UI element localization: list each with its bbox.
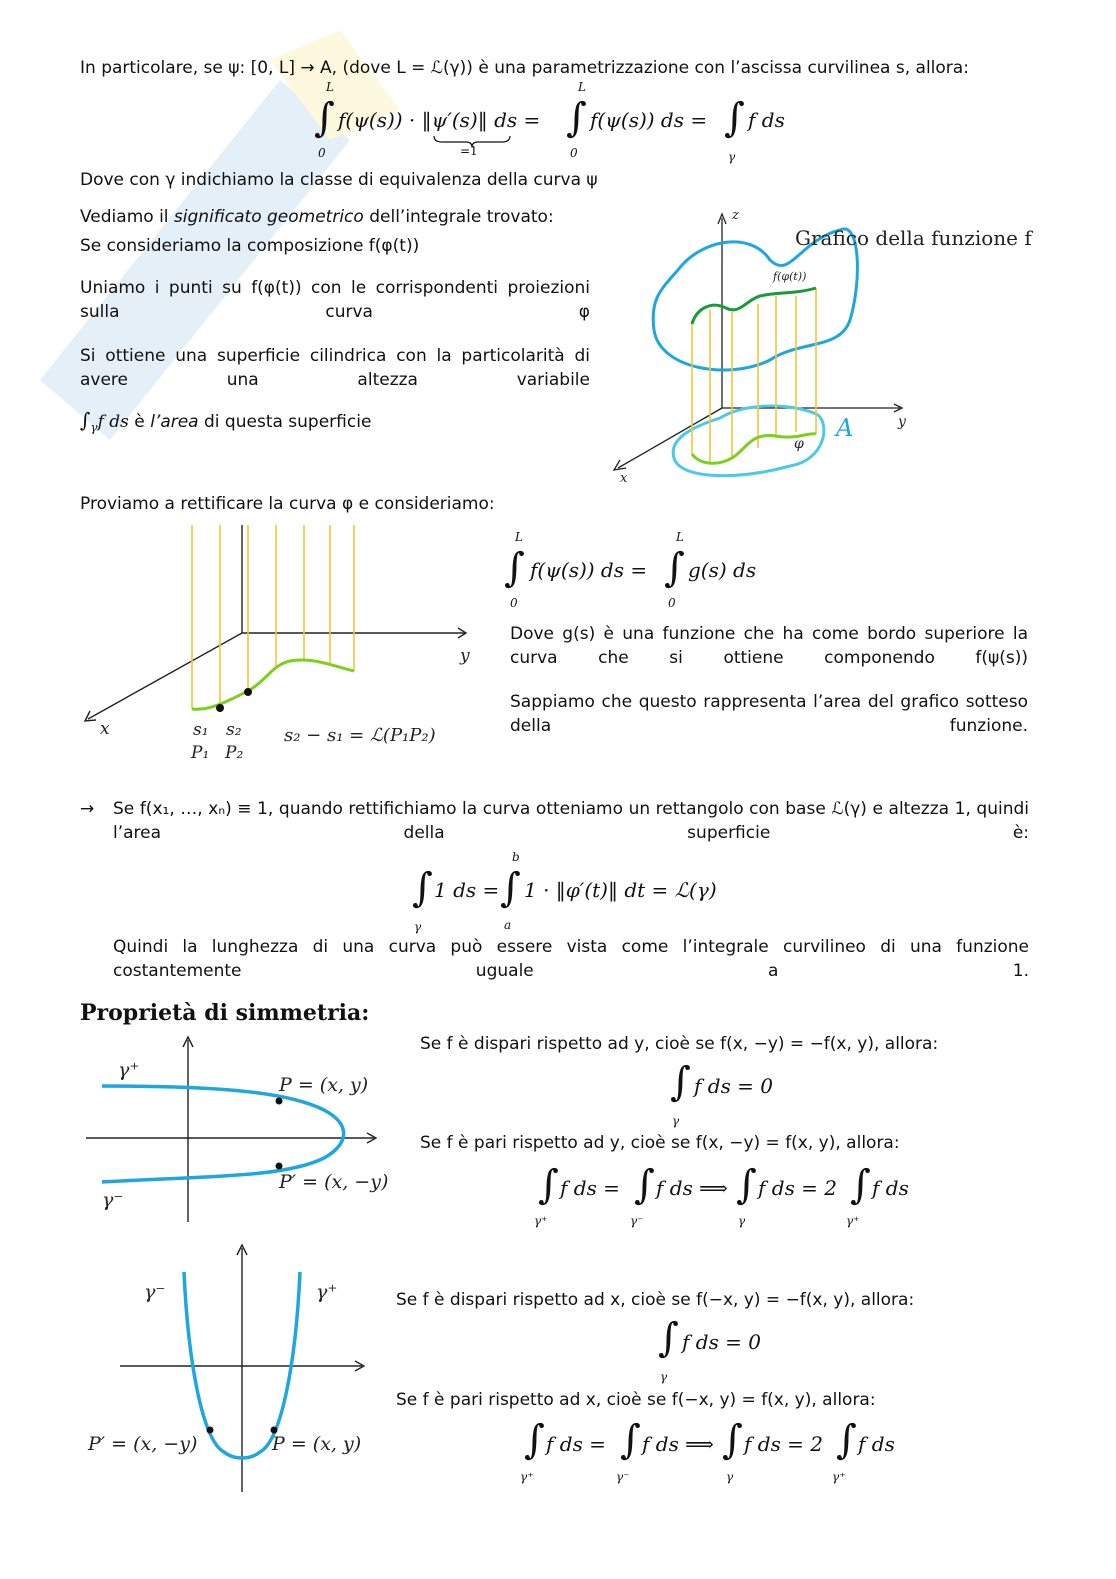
gamma-lower: γ <box>738 1214 746 1228</box>
gamma-plus-label: γ⁺ <box>118 1059 140 1081</box>
integral-sign: ∫ <box>524 1417 545 1463</box>
y-even-f1: f ds = <box>560 1176 620 1200</box>
int2-upper: L <box>578 80 586 94</box>
int1-lower: 0 <box>318 146 326 160</box>
gamma-plus-lower: γ⁺ <box>534 1214 548 1228</box>
note-formula-b: 1 · ‖φ′(t)‖ dt = ℒ(γ) <box>524 878 717 902</box>
symmetry-heading: Proprietà di simmetria: <box>80 1000 370 1026</box>
integral-sign: ∫ <box>664 545 685 591</box>
x-axis-label: x <box>100 719 110 739</box>
integral-sign: ∫ <box>670 1059 691 1105</box>
formula-1b: f(ψ(s)) ds = <box>590 108 708 132</box>
y-axis-label: y <box>460 646 470 666</box>
rect-formula-right: g(s) ds <box>688 558 757 582</box>
gamma-minus-label: γ⁻ <box>102 1189 124 1211</box>
gamma-plus-lower: γ⁺ <box>832 1470 846 1484</box>
geo-line-2: Se consideriamo la composizione f(φ(t)) <box>80 236 420 256</box>
x-even-f4: f ds <box>858 1432 895 1456</box>
int-lower: 0 <box>668 596 676 610</box>
region-A-label: A <box>836 414 854 442</box>
y-even-f4: f ds <box>872 1176 909 1200</box>
x-odd-result: f ds = 0 <box>682 1330 762 1354</box>
s1-label: s₁ <box>193 720 209 740</box>
x-axis-label: x <box>620 471 628 486</box>
P2-label: P₂ <box>225 743 244 763</box>
z-axis-label: z <box>732 208 739 223</box>
integral-sign: ∫ <box>634 1162 655 1208</box>
geo-paragraph-3: Uniamo i punti su f(φ(t)) con le corrispondenti proiezioni sulla curva φ <box>80 278 590 322</box>
y-odd-condition: Se f è dispari rispetto ad y, cioè se f(x, −y) = −f(x, y), allora: <box>420 1034 939 1054</box>
equivalence-line: Dove con γ indichiamo la classe di equivalenza della curva ψ <box>80 170 598 190</box>
int-upper: L <box>676 530 684 544</box>
gamma-minus-lower: γ⁻ <box>630 1214 644 1228</box>
integral-sign: ∫ <box>538 1162 559 1208</box>
geo-line-1: Vediamo il significato geometrico dell’integrale trovato: <box>80 207 554 227</box>
horizontal-parabola-figure <box>84 1030 414 1230</box>
gamma-plus-label: γ⁺ <box>316 1281 338 1303</box>
formula-1c: f ds <box>748 108 785 132</box>
y-even-f2: f ds ⟹ <box>656 1176 728 1200</box>
integral-sign: ∫ <box>850 1162 871 1208</box>
integral-sign: ∫ <box>722 1417 743 1463</box>
int3-lower: γ <box>728 150 736 164</box>
integral-sign: ∫ <box>566 95 587 141</box>
y-odd-result: f ds = 0 <box>694 1074 774 1098</box>
vertical-parabola-figure <box>84 1240 384 1500</box>
arc-length-eq: s₂ − s₁ = ℒ(P₁P₂) <box>284 725 436 746</box>
P1-label: P₁ <box>191 743 210 763</box>
integral-sign: ∫ <box>412 865 433 911</box>
gamma-plus-lower: γ⁺ <box>846 1214 860 1228</box>
x-even-f3: f ds = 2 <box>744 1432 824 1456</box>
x-even-condition: Se f è pari rispetto ad x, cioè se f(−x, y) = f(x, y), allora: <box>396 1390 876 1410</box>
gamma-lower: γ <box>660 1370 668 1384</box>
underbrace-label: =1 <box>460 144 478 158</box>
gamma-lower: γ <box>726 1470 734 1484</box>
phi-label: φ <box>794 436 804 452</box>
note-paragraph-2: Quindi la lunghezza di una curva può essere vista come l’integrale curvilineo di una funzione costantemente uguale a 1. <box>113 937 1029 981</box>
y-even-f3: f ds = 2 <box>758 1176 838 1200</box>
y-axis-label: y <box>898 414 906 430</box>
f-curve-label: f(φ(t)) <box>773 270 807 283</box>
integral-sign: ∫ <box>620 1417 641 1463</box>
y-even-condition: Se f è pari rispetto ad y, cioè se f(x, −y) = f(x, y), allora: <box>420 1133 900 1153</box>
geo-paragraph-4: Si ottiene una superficie cilindrica con la particolarità di avere una altezza variabile <box>80 346 590 390</box>
note-int-lower: γ <box>414 920 422 934</box>
int2-lower: 0 <box>570 146 578 160</box>
P-label: P = (x, y) <box>279 1074 369 1096</box>
gamma-minus-label: γ⁻ <box>144 1281 166 1303</box>
rectified-figure <box>80 525 480 770</box>
integral-sign: ∫ <box>500 865 521 911</box>
rect-paragraph-1: Dove g(s) è una funzione che ha come bordo superiore la curva che si ottiene componendo f(ψ(s)) <box>510 624 1028 668</box>
s2-label: s₂ <box>226 720 242 740</box>
integral-sign: ∫ <box>736 1162 757 1208</box>
P-prime-label: P′ = (x, −y) <box>279 1171 389 1193</box>
gamma-plus-lower: γ⁺ <box>520 1470 534 1484</box>
gamma-minus-lower: γ⁻ <box>616 1470 630 1484</box>
P-prime-label: P′ = (x, −y) <box>88 1433 198 1455</box>
rectify-intro: Proviamo a rettificare la curva φ e consideriamo: <box>80 494 495 514</box>
integral-sign: ∫ <box>724 95 745 141</box>
int1-upper: L <box>326 80 334 94</box>
note-paragraph-1: Se f(x₁, …, xₙ) ≡ 1, quando rettifichiamo la curva otteniamo un rettangolo con base ℒ(γ) e altezza 1, quindi l’area della superficie è: <box>113 799 1029 843</box>
gamma-lower: γ <box>672 1114 680 1128</box>
integral-sign: ∫ <box>658 1315 679 1361</box>
note-arrow: → <box>80 799 95 819</box>
geo-line-5: $\int_\gamma f$ ds è l’area di questa superficie <box>80 408 372 435</box>
note-int-upper: b <box>512 850 520 864</box>
integral-sign: ∫ <box>836 1417 857 1463</box>
formula-1a: f(ψ(s)) · ‖ψ′(s)‖ ds = <box>338 108 541 132</box>
integral-sign: ∫ <box>504 545 525 591</box>
note-formula-a: 1 ds = <box>434 878 500 902</box>
int-upper: L <box>515 530 523 544</box>
note-int-lower-a: a <box>504 918 512 932</box>
rect-formula-left: f(ψ(s)) ds = <box>530 558 648 582</box>
surface-title: Grafico della funzione f <box>795 226 1032 250</box>
intro-line: In particolare, se ψ: [0, L] → A, (dove L = ℒ(γ)) è una parametrizzazione con l’ascissa curvilinea s, allora: <box>80 58 969 78</box>
P-label: P = (x, y) <box>272 1433 362 1455</box>
integral-sign: ∫ <box>314 95 335 141</box>
x-even-f2: f ds ⟹ <box>642 1432 714 1456</box>
int-lower: 0 <box>510 596 518 610</box>
surface-figure <box>600 200 1040 490</box>
rect-paragraph-2: Sappiamo che questo rappresenta l’area del grafico sotteso della funzione. <box>510 692 1028 736</box>
x-even-f1: f ds = <box>546 1432 606 1456</box>
x-odd-condition: Se f è dispari rispetto ad x, cioè se f(−x, y) = −f(x, y), allora: <box>396 1290 915 1310</box>
